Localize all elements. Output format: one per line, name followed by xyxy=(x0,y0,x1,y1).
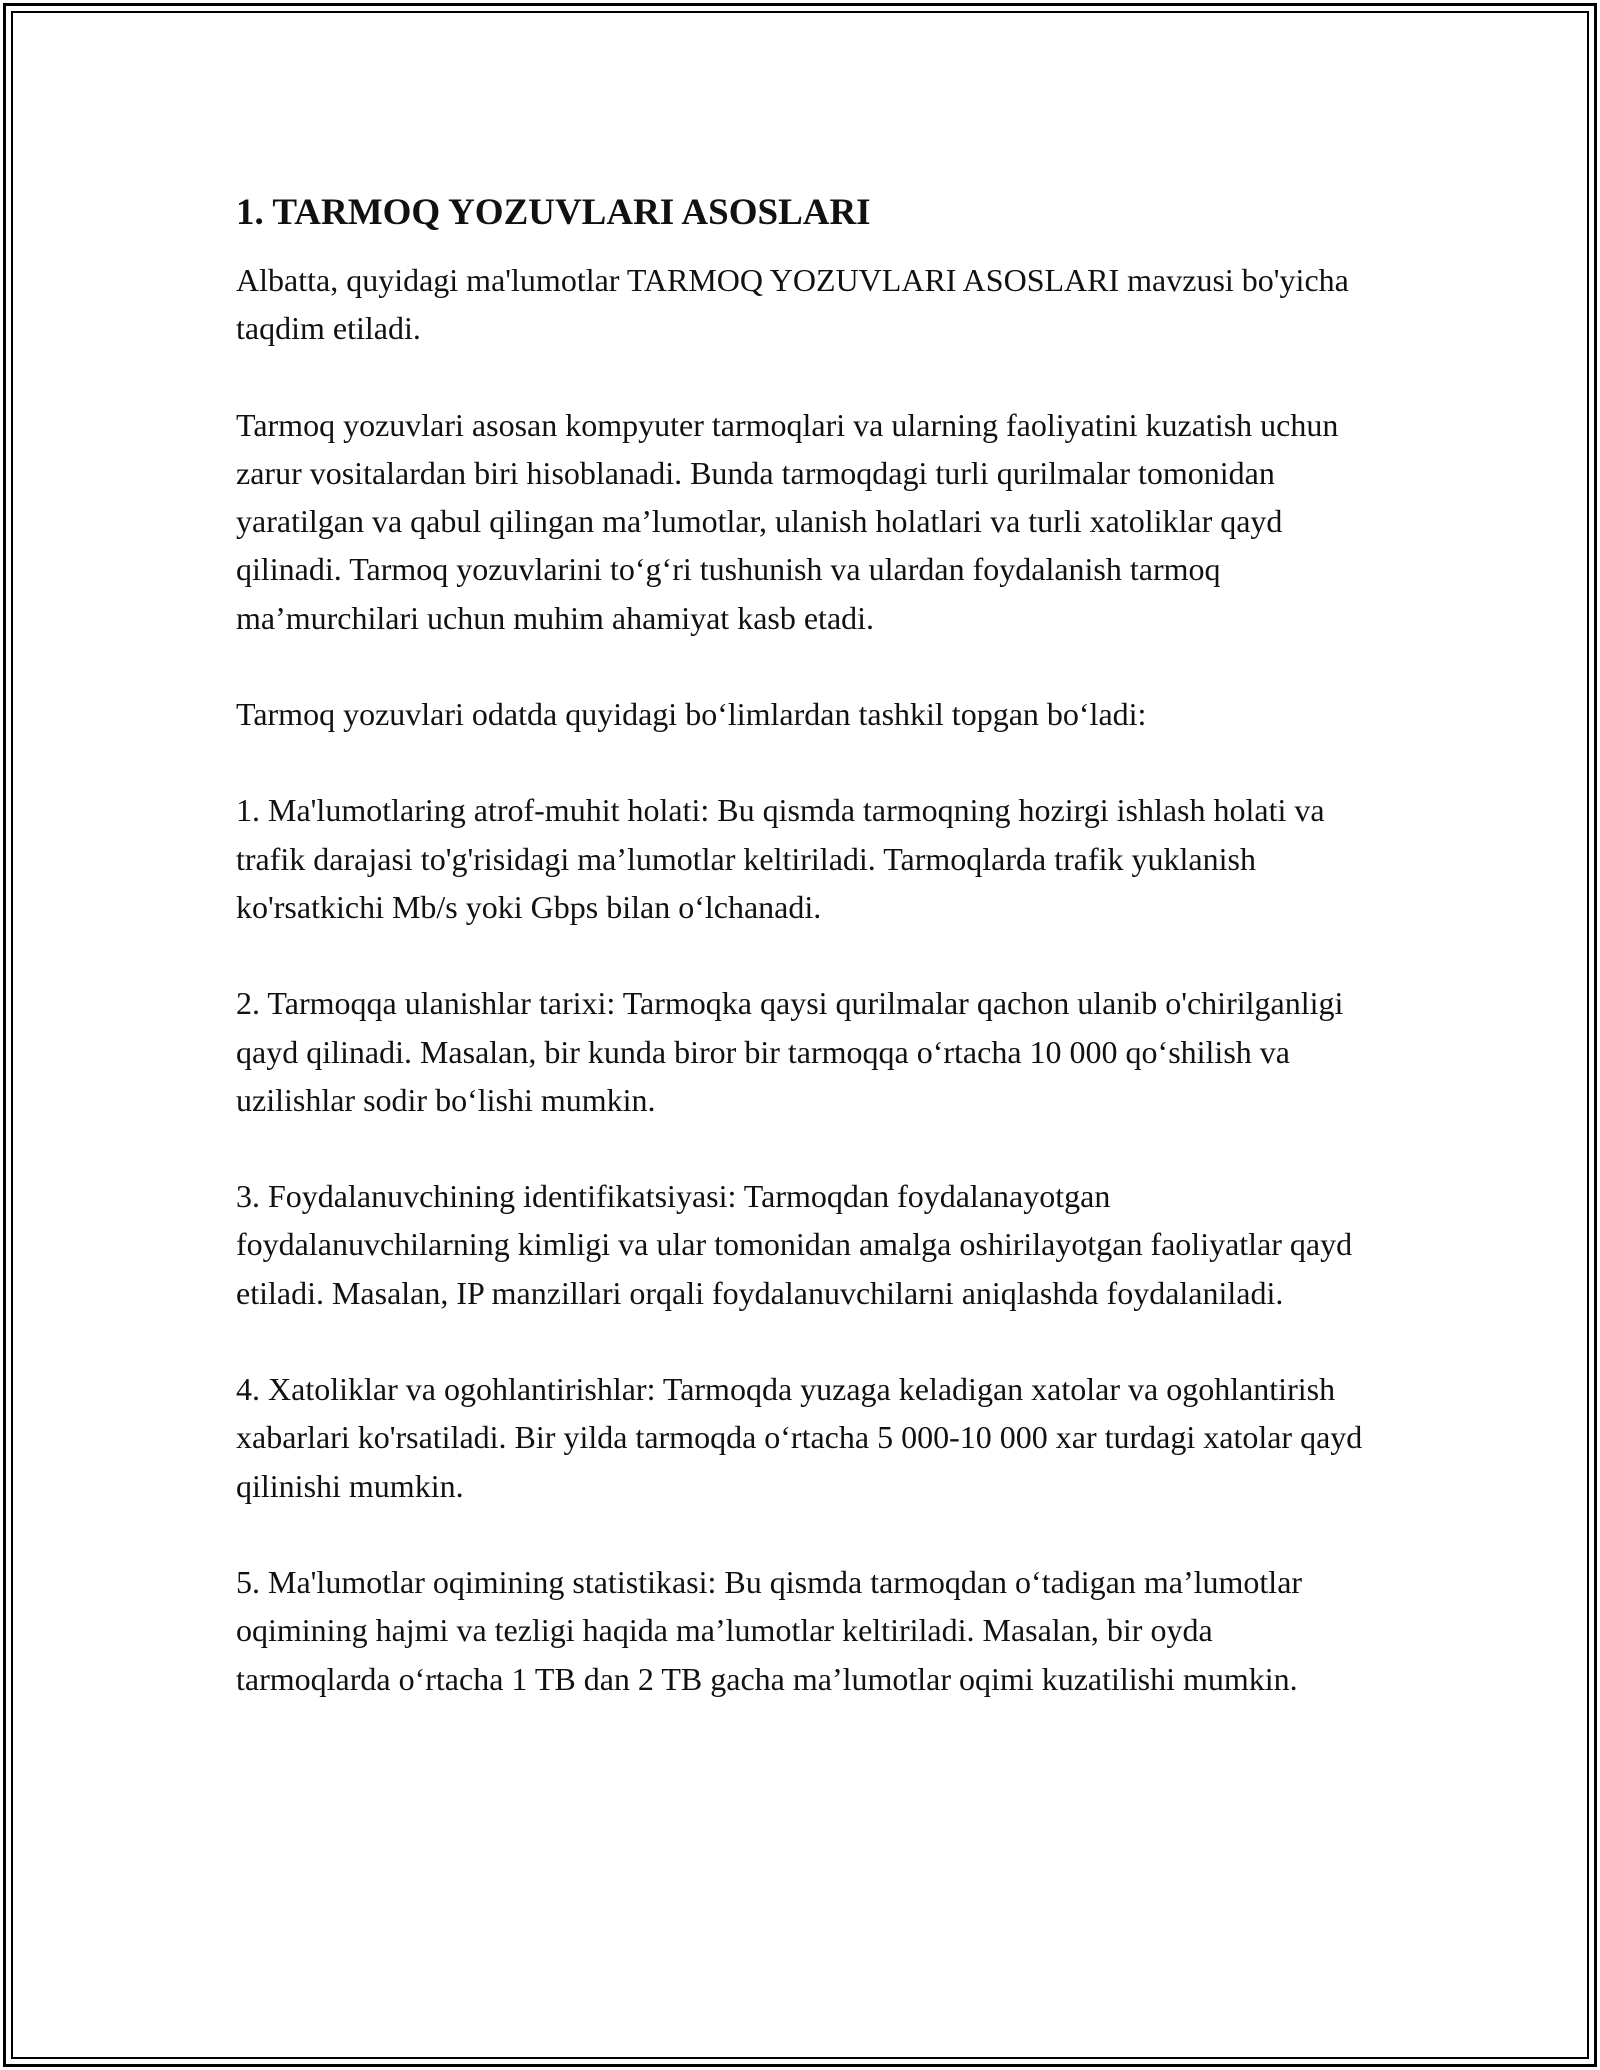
section-1-paragraph: 1. Ma'lumotlaring atrof-muhit holati: Bu qismda tarmoqning hozirgi ishlash holati va trafik darajasi to'g'risidagi ma’lumotlar keltiriladi. Tarmoqlarda trafik yuklanish ko'rsatkichi Mb/s yoki Gbps bilan o‘lchanadi. xyxy=(236,792,1325,925)
sections-lead-paragraph: Tarmoq yozuvlari odatda quyidagi bo‘limlardan tashkil topgan bo‘ladi: xyxy=(236,696,1147,733)
section-3-paragraph: 3. Foydalanuvchining identifikatsiyasi: Tarmoqdan foydalanayotgan foydalanuvchilarning kimligi va ular tomonidan amalga oshirilayotgan faoliyatlar qayd etiladi. Masalan, IP manzillari orqali foydalanuvchilarni aniqlashda foydalaniladi. xyxy=(236,1178,1353,1311)
section-4-paragraph: 4. Xatoliklar va ogohlantirishlar: Tarmoqda yuzaga keladigan xatolar va ogohlantirish xabarlari ko'rsatiladi. Bir yilda tarmoqda o‘rtacha 5 000-10 000 xar turdagi xatolar qayd qilinishi mumkin. xyxy=(236,1371,1363,1504)
section-5-paragraph: 5. Ma'lumotlar oqimining statistikasi: Bu qismda tarmoqdan o‘tadigan ma’lumotlar oqimining hajmi va tezligi haqida ma’lumotlar keltiriladi. Masalan, bir oyda tarmoqlarda o‘rtacha 1 TB dan 2 TB gacha ma’lumotlar oqimi kuzatilishi mumkin. xyxy=(236,1563,1303,1697)
intro-paragraph: Albatta, quyidagi ma'lumotlar TARMOQ YOZUVLARI ASOSLARI mavzusi bo'yicha taqdim etiladi. xyxy=(236,262,1349,347)
section-2-paragraph: 2. Tarmoqqa ulanishlar tarixi: Tarmoqka qaysi qurilmalar qachon ulanib o'chirilganligi qayd qilinadi. Masalan, bir kunda biror bir tarmoqqa o‘rtacha 10 000 qo‘shilish va uzilishlar sodir bo‘lishi mumkin. xyxy=(236,985,1344,1118)
overview-paragraph: Tarmoq yozuvlari asosan kompyuter tarmoqlari va ularning faoliyatini kuzatish uchun zarur vositalardan biri hisoblanadi. Bunda tarmoqdagi turli qurilmalar tomonidan yaratilgan va qabul qilingan ma’lumotlar, ulanish holatlari va turli xatoliklar qayd qilinadi. Tarmoq yozuvlarini to‘g‘ri tushunish va ulardan foydalanish tarmoq ma’murchilari uchun muhim ahamiyat kasb etadi. xyxy=(236,406,1339,636)
document-title: 1. TARMOQ YOZUVLARI ASOSLARI xyxy=(236,192,871,233)
document-body xyxy=(236,189,1366,1751)
